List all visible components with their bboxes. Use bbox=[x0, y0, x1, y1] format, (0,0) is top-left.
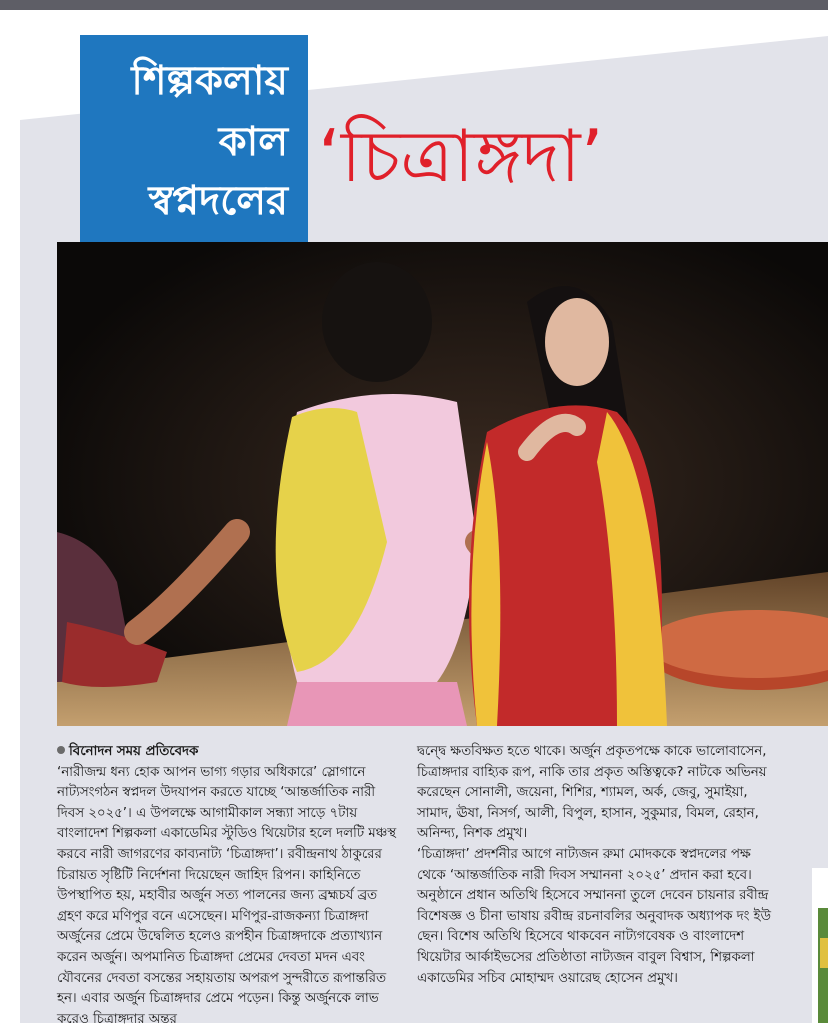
article-paragraph-2: দ্বন্দ্বে ক্ষতবিক্ষত হতে থাকে। অর্জুন প্রকৃতপক্ষে কাকে ভালোবাসেন, চিত্রাঙ্গদার বাহ্যিক রূপ, নাকি তার প্রকৃত অস্তিত্বকে? নাটকে অভিনয় করেছেন সোনালী, জয়েনা, শিশির, শ্যামল, অর্ক, জেবু, সুমাইয়া, সামাদ, ঊষা, নিসর্গ, আলী, বিপুল, হাসান, সুকুমার, বিমল, রেহান, অনিন্দ্য, নিশক প্রমুখ। bbox=[417, 744, 767, 842]
byline bbox=[57, 742, 405, 763]
byline-text: বিনোদন সময় প্রতিবেদক bbox=[69, 744, 199, 759]
adjacent-photo-edge bbox=[812, 868, 828, 1023]
title-line-2: কাল bbox=[218, 119, 288, 165]
title-line-3: স্বপ্নদলের bbox=[148, 178, 288, 224]
article-paragraph-1: ‘নারীজন্ম ধন্য হোক আপন ভাগ্য গড়ার অধিকারে’ স্লোগানে নাট্যসংগঠন স্বপ্নদল উদযাপন করতে যাচ্ছে ‘আন্তর্জাতিক নারী দিবস ২০২৫’। এ উপলক্ষে আগামীকাল সন্ধ্যা সাড়ে ৭টায় বাংলাদেশ শিল্পকলা একাডেমির স্টুডিও থিয়েটার হলে দলটি মঞ্চস্থ করবে নারী জাগরণের কাব্যনাট্য ‘চিত্রাঙ্গদা’। রবীন্দ্রনাথ ঠাকুরের চিরায়ত সৃষ্টিটি নির্দেশনা দিয়েছেন জাহিদ রিপন। কাহিনিতে উপস্থাপিত হয়, মহাবীর অর্জুন সত্য পালনের জন্য ব্রহ্মচর্য ব্রত গ্রহণ করে মণিপুর বনে এসেছেন। মণিপুর-রাজকন্যা চিত্রাঙ্গদা অর্জুনের প্রেমে উদ্বেলিত হলেও রূপহীন চিত্রাঙ্গদাকে প্রত্যাখ্যান করেন অর্জুন। অপমানিত চিত্রাঙ্গদা প্রেমের দেবতা মদন এবং যৌবনের দেবতা বসন্তের সহায়তায় অপরূপ সুন্দরীতে রূপান্তরিত হন। এবার অর্জুন চিত্রাঙ্গদার প্রেমে পড়েন। কিন্তু অর্জুনকে লাভ করেও চিত্রাঙ্গদার অন্তর bbox=[57, 764, 397, 1027]
headline: ‘চিত্রাঙ্গদা’ bbox=[318, 114, 604, 198]
article-column-left bbox=[57, 742, 405, 1030]
top-rule bbox=[0, 0, 828, 10]
title-box bbox=[80, 35, 308, 242]
article-paragraph-3: ‘চিত্রাঙ্গদা’ প্রদর্শনীর আগে নাট্যজন রুমা মোদককে স্বপ্নদলের পক্ষ থেকে ‘আন্তর্জাতিক নারী দিবস সম্মাননা ২০২৫’ প্রদান করা হবে। অনুষ্ঠানে প্রধান অতিথি হিসেবে সম্মাননা তুলে দেবেন চায়নার রবীন্দ্র বিশেষজ্ঞ ও চীনা ভাষায় রবীন্দ্র রচনাবলির অনুবাদক অধ্যাপক দং ইউ ছেন। বিশেষ অতিথি হিসেবে থাকবেন নাট্যগবেষক ও বাংলাদেশ থিয়েটার আর্কাইভসের প্রতিষ্ঠাতা নাট্যজন বাবুল বিশ্বাস, শিল্পকলা একাডেমির সচিব মোহাম্মদ ওয়ারেছ হোসেন প্রমুখ। bbox=[417, 846, 771, 986]
stage-performance-photo bbox=[57, 242, 828, 726]
title-line-1: শিল্পকলায় bbox=[131, 58, 288, 104]
bullet-icon bbox=[57, 746, 65, 754]
article-column-right bbox=[417, 742, 773, 989]
